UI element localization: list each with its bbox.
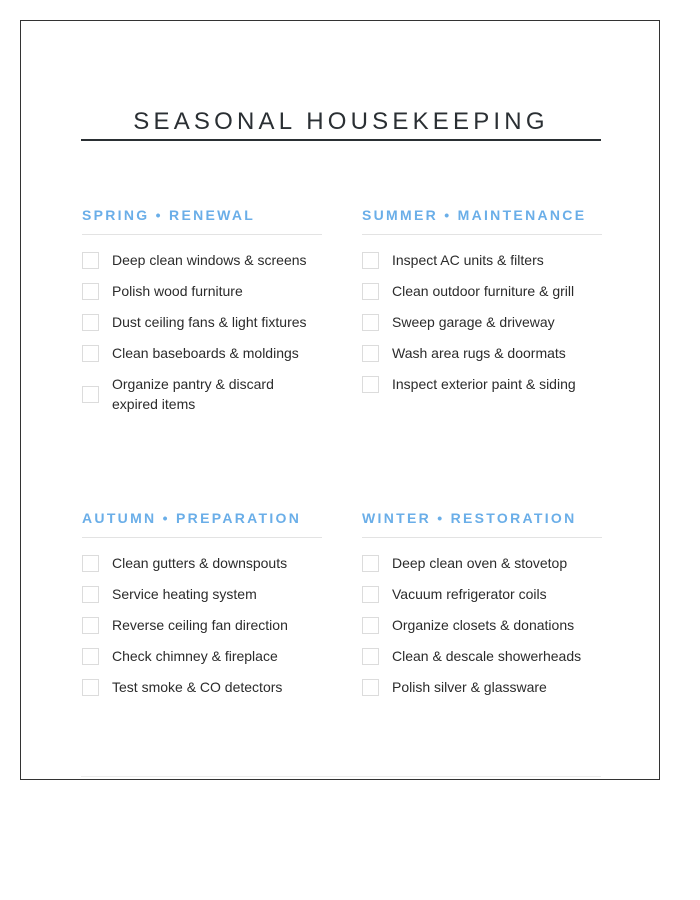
season-divider	[82, 234, 322, 235]
season-heading: SPRING • RENEWAL	[82, 207, 256, 223]
title-divider	[81, 139, 601, 141]
season-autumn	[82, 510, 322, 708]
season-heading: WINTER • RESTORATION	[362, 510, 577, 526]
task-item	[82, 553, 322, 573]
season-divider	[362, 234, 602, 235]
task-label: Clean & descale showerheads	[392, 648, 582, 664]
task-label: Inspect exterior paint & siding	[392, 376, 576, 392]
task-checkbox[interactable]	[362, 555, 379, 572]
season-heading: SUMMER • MAINTENANCE	[362, 207, 587, 223]
task-item	[362, 553, 602, 573]
task-label: Dust ceiling fans & light fixtures	[112, 314, 307, 330]
task-item	[82, 374, 322, 414]
task-item	[82, 250, 322, 270]
task-checkbox[interactable]	[362, 679, 379, 696]
season-spring	[82, 207, 322, 425]
task-list	[362, 553, 602, 697]
task-label: Test smoke & CO detectors	[112, 679, 283, 695]
task-checkbox[interactable]	[362, 586, 379, 603]
task-checkbox[interactable]	[82, 345, 99, 362]
task-label: Polish wood furniture	[112, 283, 243, 299]
task-item	[82, 343, 322, 363]
task-label: Clean outdoor furniture & grill	[392, 283, 575, 299]
task-label: Check chimney & fireplace	[112, 648, 278, 664]
task-item	[362, 281, 602, 301]
task-item	[362, 584, 602, 604]
season-divider	[82, 537, 322, 538]
season-heading: AUTUMN • PREPARATION	[82, 510, 302, 526]
task-label: Polish silver & glassware	[392, 679, 547, 695]
task-label: Vacuum refrigerator coils	[392, 586, 547, 602]
season-divider	[362, 537, 602, 538]
task-item	[362, 374, 602, 394]
task-label: Sweep garage & driveway	[392, 314, 555, 330]
task-checkbox[interactable]	[82, 586, 99, 603]
task-checkbox[interactable]	[362, 648, 379, 665]
task-checkbox[interactable]	[82, 648, 99, 665]
footer-divider	[81, 776, 601, 777]
task-label: Deep clean oven & stovetop	[392, 555, 568, 571]
task-label: Inspect AC units & filters	[392, 252, 544, 268]
task-item	[82, 312, 322, 332]
task-item	[82, 677, 322, 697]
task-item	[362, 250, 602, 270]
task-list	[82, 553, 322, 697]
task-checkbox[interactable]	[82, 555, 99, 572]
task-checkbox[interactable]	[82, 252, 99, 269]
task-checkbox[interactable]	[82, 283, 99, 300]
task-checkbox[interactable]	[82, 679, 99, 696]
task-item	[362, 343, 602, 363]
task-label: Clean gutters & downspouts	[112, 555, 288, 571]
task-item	[362, 646, 602, 666]
season-winter	[362, 510, 602, 708]
checklist-sheet	[20, 20, 660, 780]
task-checkbox[interactable]	[362, 345, 379, 362]
task-checkbox[interactable]	[362, 252, 379, 269]
task-label: Organize closets & donations	[392, 617, 575, 633]
task-item	[82, 615, 322, 635]
season-summer	[362, 207, 602, 405]
task-checkbox[interactable]	[82, 617, 99, 634]
task-checkbox[interactable]	[362, 314, 379, 331]
task-list	[362, 250, 602, 394]
task-item	[82, 281, 322, 301]
task-label: Organize pantry & discard expired items	[112, 376, 274, 412]
task-item	[82, 646, 322, 666]
task-item	[362, 312, 602, 332]
task-checkbox[interactable]	[82, 314, 99, 331]
task-checkbox[interactable]	[362, 283, 379, 300]
task-checkbox[interactable]	[362, 376, 379, 393]
task-label: Service heating system	[112, 586, 257, 602]
task-item	[82, 584, 322, 604]
task-label: Wash area rugs & doormats	[392, 345, 566, 361]
task-label: Deep clean windows & screens	[112, 252, 307, 268]
task-list	[82, 250, 322, 414]
task-item	[362, 677, 602, 697]
page-title: SEASONAL HOUSEKEEPING	[133, 108, 549, 135]
task-checkbox[interactable]	[82, 386, 99, 403]
task-label: Clean baseboards & moldings	[112, 345, 299, 361]
task-item	[362, 615, 602, 635]
task-label: Reverse ceiling fan direction	[112, 617, 288, 633]
task-checkbox[interactable]	[362, 617, 379, 634]
